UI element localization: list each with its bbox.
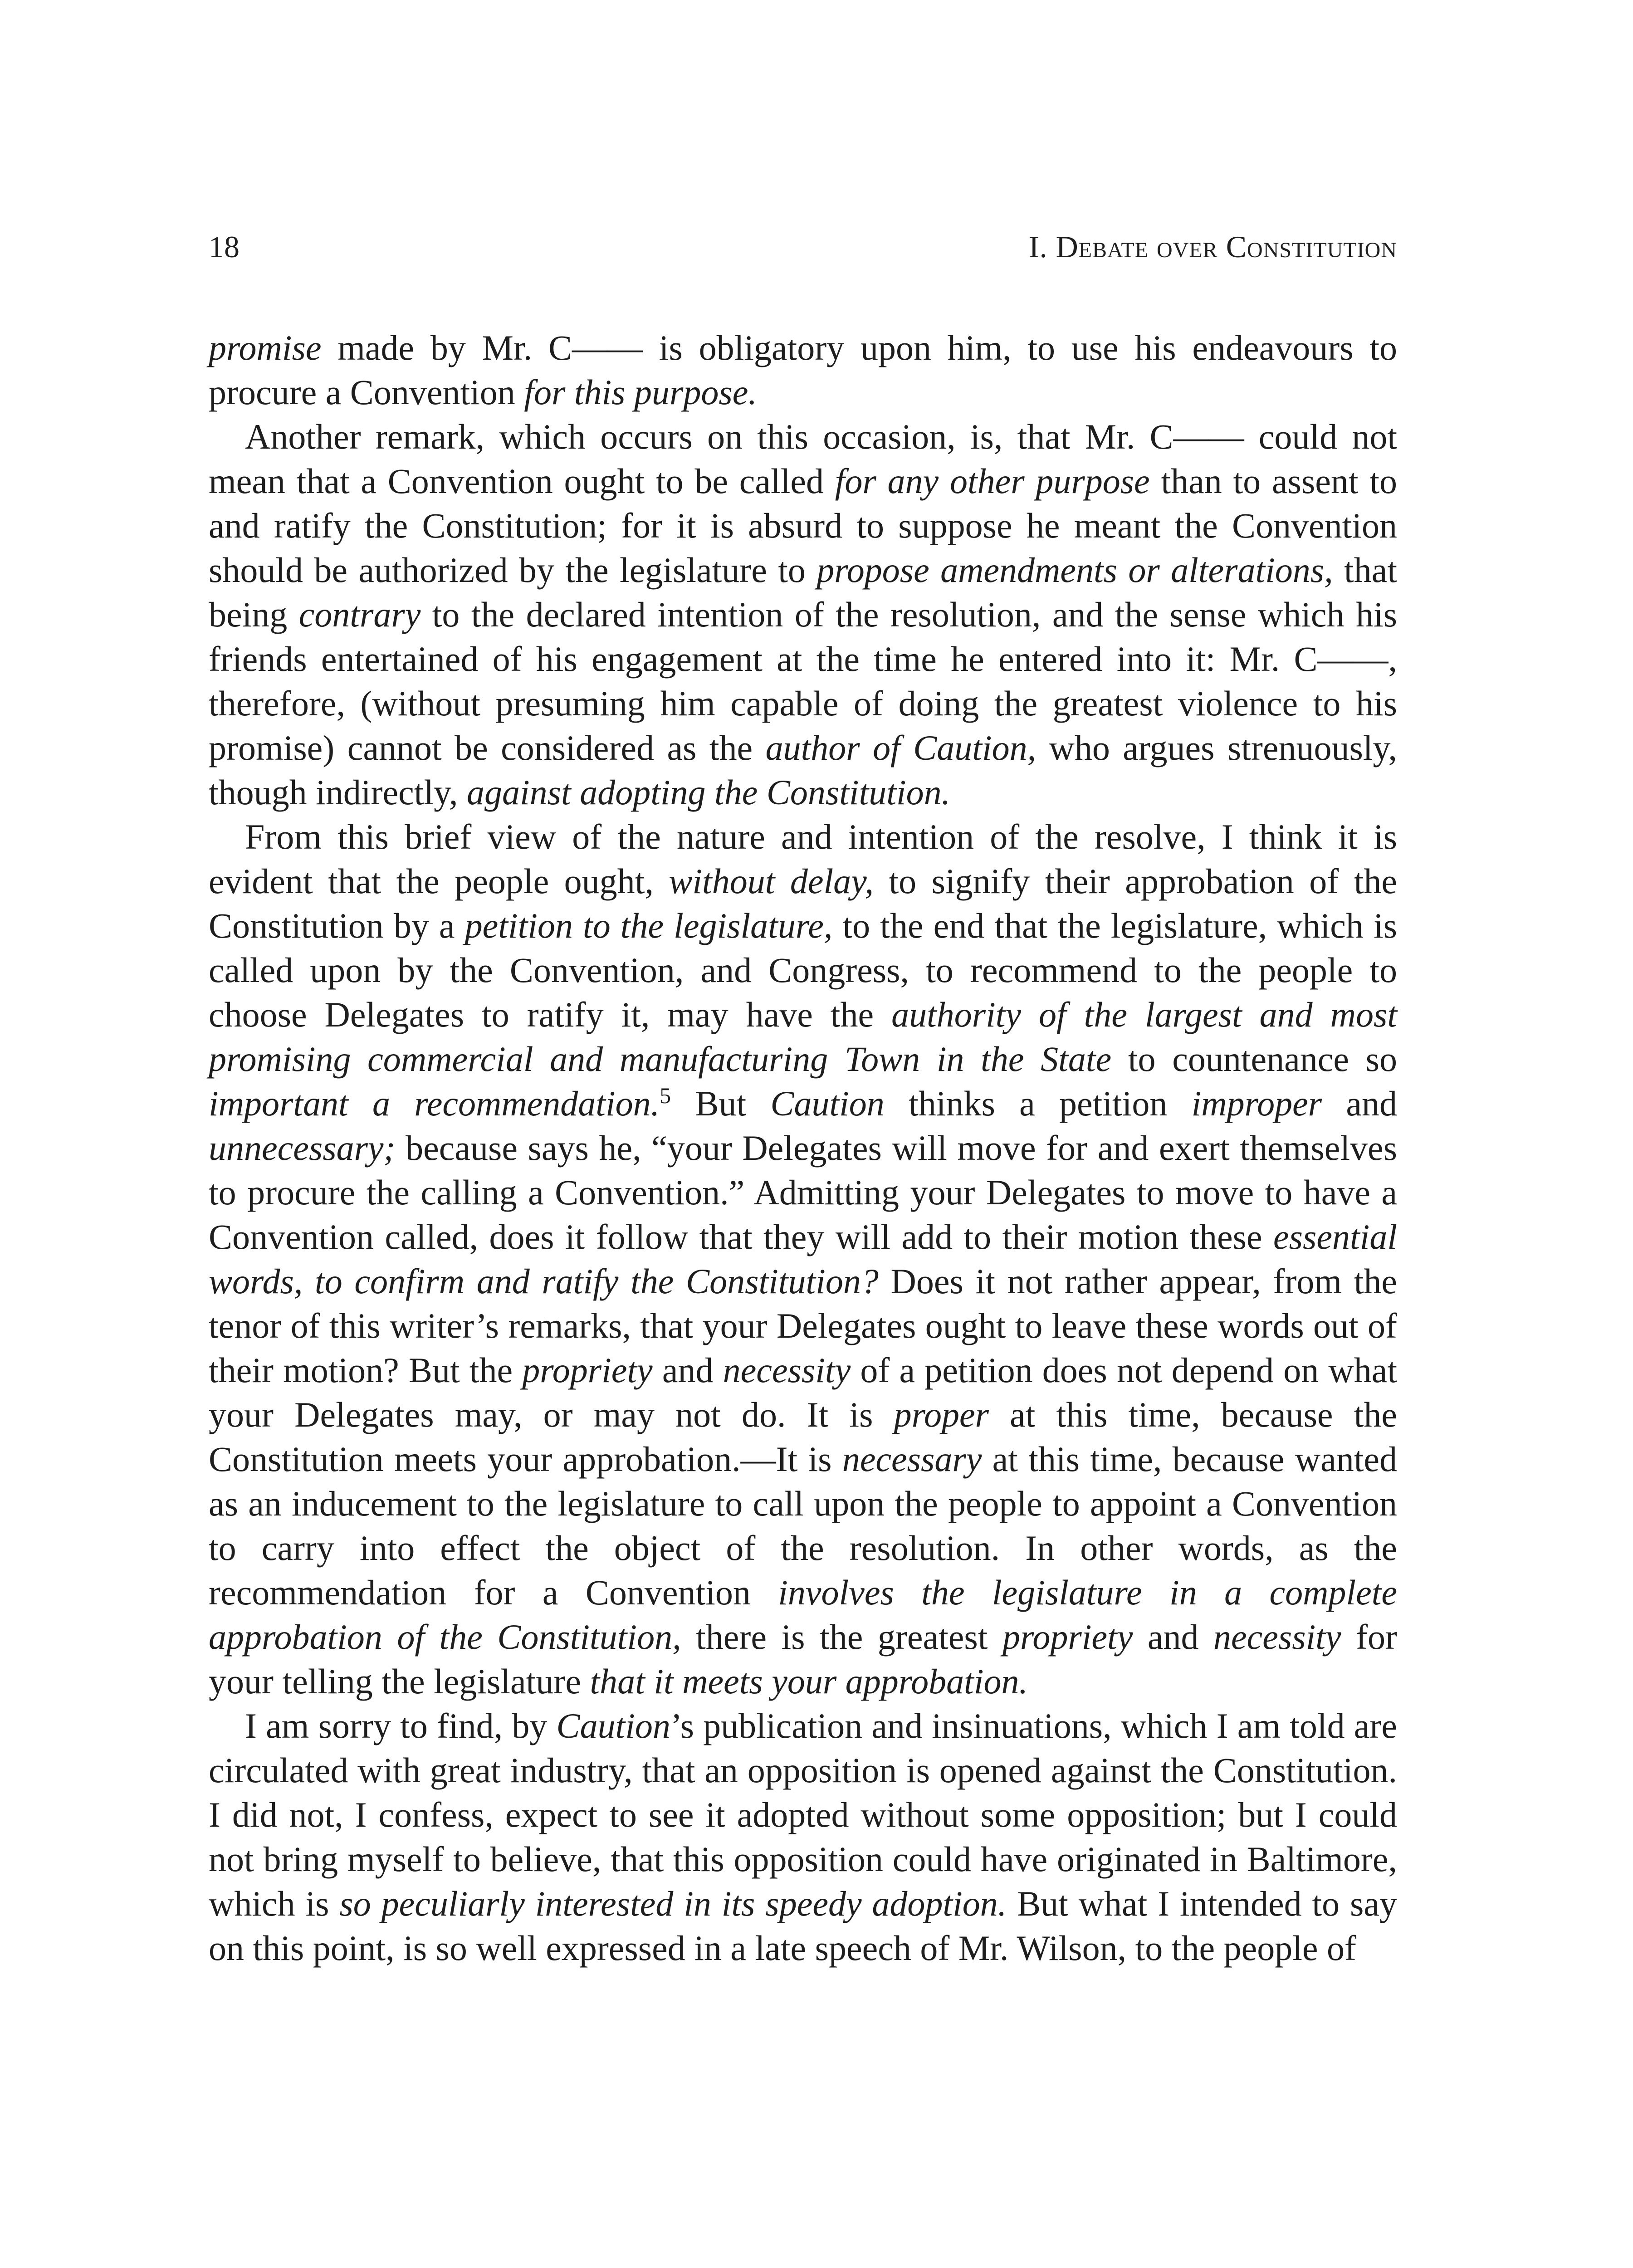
italic-text: unnecessary; (209, 1128, 396, 1168)
paragraph (209, 815, 1397, 1704)
text-run: But what I intended to say on this point, is so well expressed in a late speech of Mr. Wilson, to the people of (209, 1884, 1397, 1968)
italic-text: promise (209, 328, 322, 367)
italic-text: that it meets your approbation. (590, 1662, 1028, 1701)
italic-text: important a recommendation. (209, 1084, 660, 1123)
text-run: But (671, 1084, 771, 1123)
text-run: than to assent to and ratify the Constitution; for it is absurd to suppose he meant the Convention should be authorized by the legislature to (209, 461, 1397, 590)
italic-text: against adopting the Constitution. (467, 772, 951, 812)
paragraph (209, 415, 1397, 815)
text-run: made by Mr. C—— is obligatory upon him, to use his endeavours to procure a Convention (209, 328, 1397, 412)
italic-text: Caution (770, 1084, 885, 1123)
text-run: and (652, 1350, 723, 1390)
text-run: at this time, because wanted as an inducement to the legislature to call upon the people to appoint a Convention to carry into effect the object of the resolution. In other words, as the recommendation for a Convention (209, 1439, 1397, 1612)
italic-text: necessary (842, 1439, 982, 1479)
text-run: to the declared intention of the resolution, and the sense which his friends entertained of his engagement at the time he entered into it: Mr. C——, therefore, (without presuming him capable of doing the greatest violence to his promise) cannot be considered as the (209, 595, 1398, 767)
italic-text: propriety (1002, 1617, 1133, 1657)
italic-text: Caution (556, 1706, 670, 1745)
text-run: at this time, because the Constitution meets your approbation.—It is (209, 1395, 1397, 1479)
text-run: who argues strenuously, though indirectly, (209, 728, 1397, 812)
text-run: there is the greatest (681, 1617, 1002, 1657)
text-run: that being (209, 550, 1397, 634)
text-run: From this brief view of the nature and intention of the resolve, I think it is evident that the people ought, (209, 817, 1397, 901)
body-text (209, 326, 1397, 1970)
text-run: ’s publication and insinuations, which I am told are circulated with great industry, that an opposition is opened against the Constitution. I did not, I confess, expect to see it adopted without some opposition; but I could not bring myself to believe, that this opposition could have originated in Baltimore, which is (209, 1706, 1397, 1923)
page-number: 18 (209, 230, 240, 264)
paragraph (209, 1704, 1397, 1970)
text-run: to countenance so (1111, 1039, 1398, 1079)
italic-text: proper (894, 1395, 989, 1434)
text-run: and (1322, 1084, 1397, 1123)
italic-text: essential words, to confirm and ratify the Constitution? (209, 1217, 1397, 1301)
italic-text: authority of the largest and most promising commercial and manufacturing Town in the State (209, 995, 1397, 1079)
italic-text: for this purpose. (524, 372, 757, 412)
italic-text: petition to the legislature, (464, 906, 833, 945)
text-run: to the end that the legislature, which is called upon by the Convention, and Congress, to recommend to the people to choose Delegates to ratify it, may have the (209, 906, 1397, 1034)
italic-text: contrary (298, 595, 421, 634)
text-run: of a petition does not depend on what your Delegates may, or may not do. It is (209, 1350, 1398, 1434)
text-run: Does it not rather appear, from the tenor of this writer’s remarks, that your Delegates ought to leave these words out of their motion? But the (209, 1261, 1397, 1390)
footnote-marker: 5 (660, 1083, 671, 1108)
text-run: I am sorry to find, by (245, 1706, 557, 1745)
italic-text: so peculiarly interested in its speedy adoption. (339, 1884, 1007, 1923)
italic-text: propose amendments or alterations, (816, 550, 1333, 590)
running-title: I. Debate over Constitution (1028, 230, 1397, 264)
text-run: because says he, “your Delegates will move for and exert themselves to procure the calling a Convention.” Admitting your Delegates to move to have a Convention called, does it follow that they will add to their motion these (209, 1128, 1397, 1256)
italic-text: involves the legislature in a complete approbation of the Constitution, (209, 1573, 1397, 1657)
italic-text: author of Caution, (765, 728, 1037, 767)
book-page (209, 227, 1397, 1970)
text-run: and (1133, 1617, 1214, 1657)
text-run: for your telling the legislature (209, 1617, 1398, 1701)
text-run: Another remark, which occurs on this occasion, is, that Mr. C—— could not mean that a Convention ought to be called (209, 417, 1397, 501)
paragraph (209, 326, 1397, 415)
italic-text: propriety (522, 1350, 653, 1390)
text-run: to signify their approbation of the Constitution by a (209, 861, 1397, 945)
italic-text: necessity (1213, 1617, 1341, 1657)
italic-text: necessity (723, 1350, 851, 1390)
italic-text: without delay, (669, 861, 874, 901)
running-head (209, 227, 1397, 281)
text-run: thinks a petition (884, 1084, 1192, 1123)
italic-text: for any other purpose (835, 461, 1150, 501)
italic-text: improper (1191, 1084, 1322, 1123)
